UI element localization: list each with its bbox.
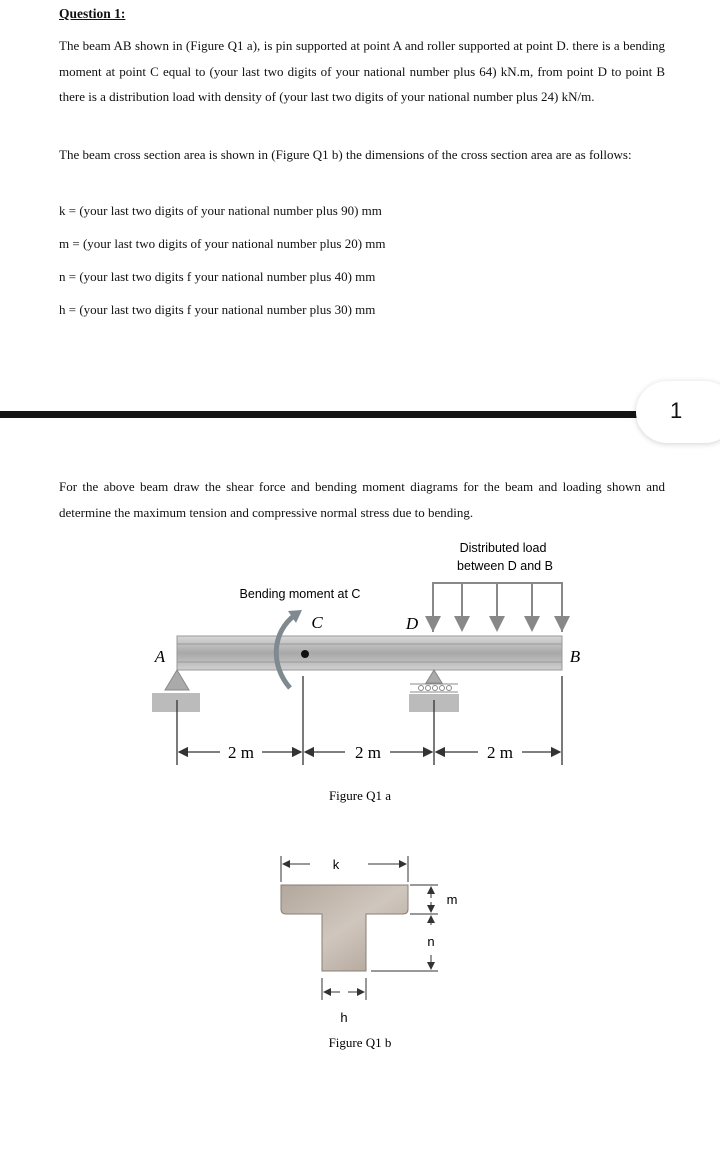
point-c-dot — [301, 650, 309, 658]
dimension-n: n = (your last two digits f your national number plus 40) mm — [59, 269, 376, 284]
dim-n-label: n — [427, 934, 435, 949]
figure-q1b-caption: Figure Q1 b — [328, 1035, 392, 1050]
paragraph-cross-section: The beam cross section area is shown in (Figure Q1 b) the dimensions of the cross section area are as follows: — [59, 147, 632, 162]
dim-m-label: m — [446, 892, 458, 907]
beam — [177, 636, 562, 670]
page-number-badge[interactable] — [636, 381, 720, 443]
distributed-load-arrows — [433, 583, 562, 632]
dimension-m: m = (your last two digits of your national number plus 20) mm — [59, 236, 386, 251]
figure-q1a — [152, 541, 581, 803]
dim-k-label: k — [332, 857, 340, 872]
distributed-load-label-2: between D and B — [457, 559, 553, 573]
dimension-k: k = (your last two digits of your national number plus 90) mm — [59, 203, 382, 218]
figure-q1b — [281, 856, 457, 1050]
span-cd-label: 2 m — [355, 743, 381, 762]
distributed-load-label: Distributed load — [459, 541, 547, 555]
point-c-label: C — [311, 613, 323, 632]
span-db-label: 2 m — [487, 743, 513, 762]
figure-q1a-caption: Figure Q1 a — [328, 788, 392, 803]
figures — [0, 530, 720, 1070]
page-number: 1 — [670, 398, 683, 423]
question-heading: Question 1: — [59, 6, 126, 21]
dimension-h: h = (your last two digits f your national number plus 30) mm — [59, 302, 376, 317]
dim-h-label: h — [340, 1010, 348, 1025]
paragraph-beam-description: The beam AB shown in (Figure Q1 a), is pin supported at point A and roller supported at point D. there is a bending moment at point C equal to (your last two digits of your national number plus 64) kN.m, from point D to point B there is a distribution load with density of (your last two digits of your national number plus 24) kN/m. — [59, 38, 665, 104]
t-section-shape — [281, 885, 408, 971]
bending-moment-label: Bending moment at C — [239, 587, 361, 601]
pin-support-a — [152, 670, 200, 712]
point-b-label: B — [569, 647, 581, 666]
paragraph-task: For the above beam draw the shear force and bending moment diagrams for the beam and loading shown and determine the maximum tension and compressive normal stress due to bending. — [59, 479, 665, 520]
page-divider — [0, 411, 650, 418]
point-a-label: A — [154, 647, 166, 666]
span-ac-label: 2 m — [228, 743, 254, 762]
point-d-label: D — [405, 614, 419, 633]
